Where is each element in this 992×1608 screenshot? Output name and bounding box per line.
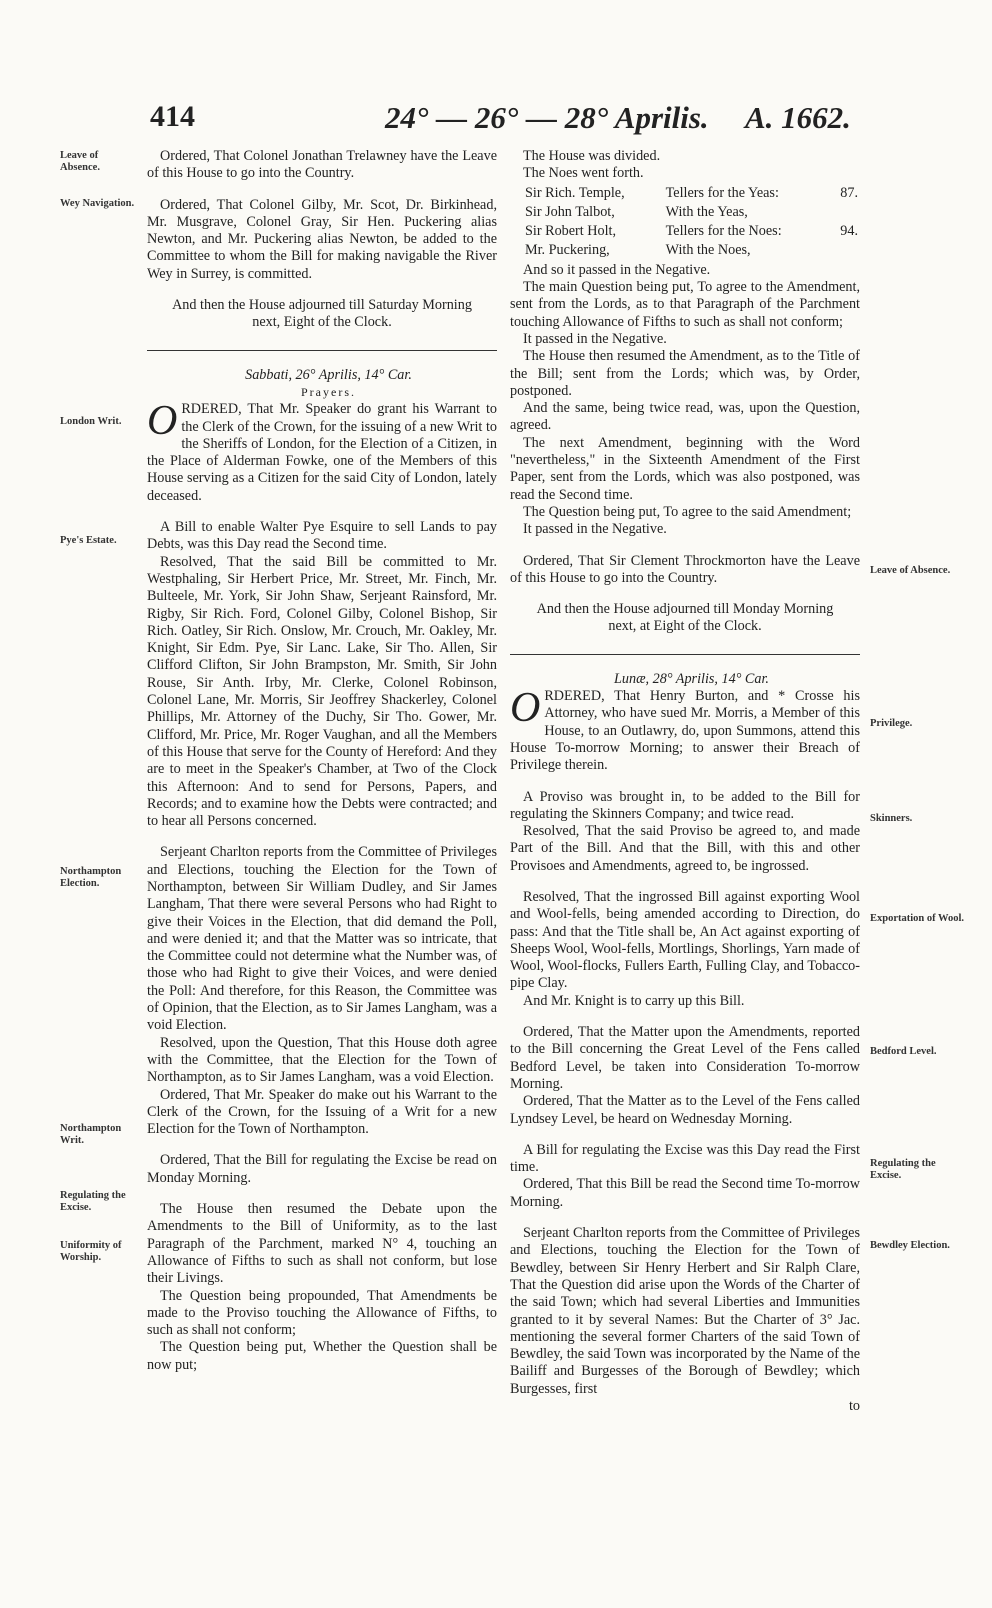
paragraph: It passed in the Negative. bbox=[523, 521, 667, 538]
teller-count: 87. bbox=[840, 184, 858, 201]
paragraph: The Question being propounded, That Amendments be made to the Proviso touching the Allowance of Fifths, to such as shall not conform; bbox=[147, 1287, 497, 1339]
paragraph: Resolved, upon the Question, That this House doth agree with the Committee, that the Election for the Town of Northampton, as to Sir James Langham, was a void Election. bbox=[147, 1034, 497, 1086]
teller-name: Sir Robert Holt, bbox=[525, 223, 617, 240]
header-year: A. 1662. bbox=[745, 100, 851, 135]
day-title: Lunæ, 28° Aprilis, 14° Car. bbox=[614, 670, 769, 687]
teller-name: Sir John Talbot, bbox=[525, 203, 615, 220]
tellers-table bbox=[510, 183, 860, 262]
paragraph-text: RDERED, That Henry Burton, and * Crosse his Attorney, who have sued Mr. Morris, a Member of this House, to an Outlawry, do, upon Summons, attend this House To-morrow Morning; to answer their Breach of Privilege therein. bbox=[510, 688, 860, 774]
left-column bbox=[147, 148, 497, 1374]
section-divider bbox=[510, 654, 860, 655]
paragraph: Ordered, That the Matter as to the Level of the Fens called Lyndsey Level, be heard on Wednesday Morning. bbox=[510, 1093, 860, 1127]
teller-role: With the Yeas, bbox=[665, 203, 748, 220]
margin-note-london-writ: London Writ. bbox=[60, 416, 122, 427]
adjournment-note: And then the House adjourned till Saturday Morning next, Eight of the Clock. bbox=[172, 297, 472, 331]
paragraph: Serjeant Charlton reports from the Committee of Privileges and Elections, touching the Election for the Town of Northampton, between Sir William Dudley, and Sir James Langham, That there were several Persons who had Right to give their Voices in the Election, that did demand the Poll, and were denied it; and that the Matter was so intricate, that the Committee could not determine what the Number was, of those who had Right to give their Voices, and were denied the Poll: And therefore, for this Reason, the Committee was of Opinion, that the Election, as to Sir James Langham, was a void Election. bbox=[147, 844, 497, 1034]
prayers-heading: Prayers. bbox=[301, 384, 356, 399]
teller-row bbox=[512, 204, 858, 221]
drop-cap: O bbox=[147, 398, 178, 445]
paragraph: Resolved, That the said Bill be committed to Mr. Westphaling, Sir Herbert Price, Mr. Street, Mr. Finch, Mr. Bulteele, Mr. York, Sir John Shaw, Serjeant Rainsford, Mr. Rigby, Sir Rich. Ford, Colonel Gilby, Colonel Bishop, Sir Rich. Oatley, Sir Rich. Onslow, Mr. Crouch, Mr. Oakley, Mr. Knight, Sir Edm. Pye, Sir Lanc. Lake, Sir Tho. Allen, Sir Clifford Clifton, Sir John Brampston, Mr. Smith, Sir John Rouse, Sir Anth. Irby, Mr. Clerke, Colonel Robinson, Colonel Lane, Mr. Morris, Sir Jeoffrey Shackerley, Colonel Phillips, Mr. Attorney of the Duchy, Sir Tho. Gower, Mr. Clifford, Mr. Price, Mr. Roger Vaughan, and all the Members of this House that serve for the County of Hereford: And they are to meet in the Speaker's Chamber, at Two of the Clock this Afternoon: And to send for Persons, Papers, and Records; and to examine how the Debts were contracted; and to hear all Persons concerned. bbox=[147, 553, 497, 830]
teller-row bbox=[512, 242, 858, 259]
paragraph: And the same, being twice read, was, upon the Question, agreed. bbox=[510, 400, 860, 434]
catchword: to bbox=[848, 1398, 860, 1414]
paragraph: The House then resumed the Amendment, as to the Title of the Bill; sent from the Lords; which was, by Order, postponed. bbox=[510, 348, 860, 399]
paragraph: It passed in the Negative. bbox=[523, 330, 667, 347]
teller-count: 94. bbox=[840, 223, 858, 240]
margin-note-northampton-election: Northampton Election. bbox=[60, 866, 122, 889]
paragraph: A Bill for regulating the Excise was this Day read the First time. bbox=[510, 1141, 860, 1176]
teller-row bbox=[512, 223, 858, 240]
paragraph: The House was divided. bbox=[523, 148, 661, 164]
right-column bbox=[510, 148, 860, 1415]
page-number: 414 bbox=[150, 100, 195, 133]
teller-role: With the Noes, bbox=[665, 242, 751, 259]
margin-note-uniformity: Uniformity of Worship. bbox=[60, 1240, 122, 1263]
paragraph bbox=[147, 398, 497, 505]
margin-note-pyes-estate: Pye's Estate. bbox=[60, 535, 117, 546]
paragraph: The main Question being put, To agree to the Amendment, sent from the Lords, as to that Paragraph of the Parchment touching Allowance of Fifths to such as shall not conform; bbox=[510, 279, 860, 330]
margin-note-bewdley: Bewdley Election. bbox=[870, 1240, 950, 1251]
paragraph: Serjeant Charlton reports from the Committee of Privileges and Elections, touching the Election for the Town of Bewdley, between Sir Henry Herbert and Sir Ralph Clare, That the Question did arise upon the Words of the Charter of the said Town; which had several Liberties and Immunities granted to it by several Names: But the Charter of 3° Jac. mentioning the several former Charters of the said Town of Bewdley, the said Town was incorporated by the Name of the Bailiff and Burgesses of the Borough of Bewdley; which Burgesses, first bbox=[510, 1225, 860, 1397]
paragraph: The next Amendment, beginning with the Word "nevertheless," in the Sixteenth Amendment of the First Paper, sent from the Lords, which was also postponed, was read the Second time. bbox=[510, 434, 860, 503]
paragraph: A Proviso was brought in, to be added to the Bill for regulating the Skinners Company; and twice read. bbox=[510, 788, 860, 822]
day-title: Sabbati, 26° Aprilis, 14° Car. bbox=[245, 366, 412, 383]
teller-row bbox=[512, 185, 858, 202]
margin-note-leave-absence-2: Leave of Absence. bbox=[870, 565, 951, 576]
teller-count bbox=[840, 242, 858, 259]
teller-count bbox=[840, 204, 858, 221]
margin-note-leave-absence: Leave of Absence. bbox=[60, 150, 100, 173]
margin-note-northampton-writ: Northampton Writ. bbox=[60, 1123, 122, 1146]
paragraph-text: RDERED, That Mr. Speaker do grant his Warrant to the Clerk of the Crown, for the issuing of a new Writ to the Sheriffs of London, for the Election of a Citizen, in the Place of Alderman Fowke, one of the Members of this House serving as a Citizen for the said City of London, lately deceased. bbox=[147, 401, 497, 504]
paragraph: The House then resumed the Debate upon the Amendments to the Bill of Uniformity, as to the last Paragraph of the Parchment, marked N° 4, touching an Allowance of Fifths to such as shall not conform, but lose their Livings. bbox=[147, 1201, 497, 1287]
margin-note-regulating-excise-2: Regulating the Excise. bbox=[870, 1158, 936, 1181]
paragraph: The Question being put, To agree to the said Amendment; bbox=[523, 503, 852, 520]
teller-role: Tellers for the Yeas: bbox=[665, 184, 779, 201]
margin-note-wey: Wey Navigation. bbox=[60, 198, 135, 209]
teller-name: Mr. Puckering, bbox=[525, 242, 610, 259]
paragraph: The Question being put, Whether the Question shall be now put; bbox=[147, 1339, 497, 1373]
teller-role: Tellers for the Noes: bbox=[665, 223, 782, 240]
margin-note-bedford: Bedford Level. bbox=[870, 1046, 937, 1057]
paragraph: Resolved, That the ingrossed Bill against exporting Wool and Wool-fells, being amended according to Direction, do pass: And that the Title shall be, An Act against exporting of Sheeps Wool, Wool-fells, Mortlings, Shorlings, Yarn made of Wool, Wool-flocks, Fullers Earth, Fulling Clay, and Tobacco-pipe Clay. bbox=[510, 888, 860, 992]
paragraph: Ordered, That the Bill for regulating the Excise be read on Monday Morning. bbox=[147, 1152, 497, 1186]
paragraph bbox=[510, 685, 860, 774]
teller-name: Sir Rich. Temple, bbox=[525, 184, 625, 201]
margin-note-regulating-excise: Regulating the Excise. bbox=[60, 1190, 126, 1213]
paragraph: Ordered, That this Bill be read the Second time To-morrow Morning. bbox=[510, 1176, 860, 1210]
paragraph: Resolved, That the said Proviso be agreed to, and made Part of the Bill. And that the Bill, with this and other Provisoes and Amendments, agreed to, be ingrossed. bbox=[510, 823, 860, 874]
paragraph: Ordered, That Sir Clement Throckmorton have the Leave of this House to go into the Country. bbox=[510, 552, 860, 586]
section-divider bbox=[147, 350, 497, 351]
page-header bbox=[0, 100, 992, 150]
paragraph: A Bill to enable Walter Pye Esquire to sell Lands to pay Debts, was this Day read the Second time. bbox=[147, 519, 497, 553]
adjournment-note: And then the House adjourned till Monday Morning next, at Eight of the Clock. bbox=[536, 601, 834, 635]
paragraph: The Noes went forth. bbox=[523, 165, 644, 182]
paragraph: Ordered, That Colonel Gilby, Mr. Scot, Dr. Birkinhead, Mr. Musgrave, Colonel Gray, Sir Hen. Puckering alias Newton, and Mr. Puckering alias Newton, be added to the Committee to whom the Bill for making navigable the River Wey in Surrey, is committed. bbox=[147, 196, 497, 282]
paragraph: And Mr. Knight is to carry up this Bill. bbox=[523, 992, 745, 1009]
paragraph: And so it passed in the Negative. bbox=[523, 261, 711, 278]
margin-note-skinners: Skinners. bbox=[870, 813, 913, 824]
drop-cap: O bbox=[510, 685, 541, 732]
paragraph: Ordered, That Colonel Jonathan Trelawney have the Leave of this House to go into the Country. bbox=[147, 148, 497, 182]
margin-note-exportation: Exportation of Wool. bbox=[870, 913, 965, 924]
header-dates: 24° — 26° — 28° Aprilis. bbox=[385, 100, 709, 135]
margin-note-privilege: Privilege. bbox=[870, 718, 913, 729]
paragraph: Ordered, That the Matter upon the Amendments, reported to the Bill concerning the Great Level of the Fens called Bedford Level, be taken into Consideration To-morrow Morning. bbox=[510, 1024, 860, 1092]
paragraph: Ordered, That Mr. Speaker do make out his Warrant to the Clerk of the Crown, for the Issuing of a Writ for a new Election for the Town of Northampton. bbox=[147, 1086, 497, 1138]
